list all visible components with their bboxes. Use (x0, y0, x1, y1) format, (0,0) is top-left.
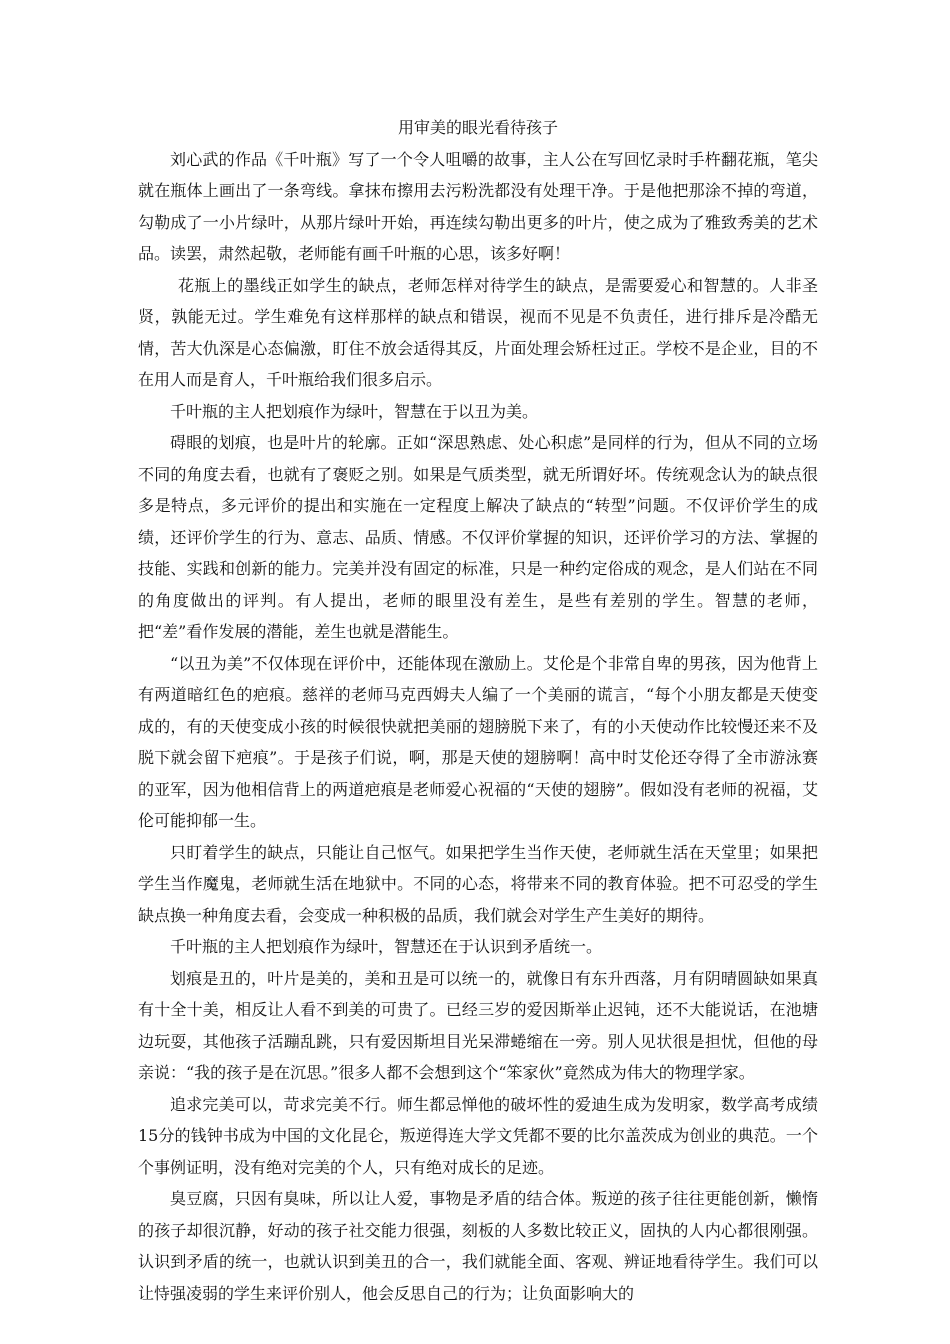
document-page (138, 112, 818, 1309)
paragraph-4: 碍眼的划痕，也是叶片的轮廓。正如“深思熟虑、处心积虑”是同样的行为，但从不同的立场不同的角度去看，也就有了褒贬之别。如果是气质类型，就无所谓好坏。传统观念认为的缺点很多是特点，多元评价的提出和实施在一定程度上解决了缺点的“转型”问题。不仅评价学生的成绩，还评价学生的行为、意志、品质、情感。不仅评价掌握的知识，还评价学习的方法、掌握的技能、实践和创新的能力。完美并没有固定的标准，只是一种约定俗成的观念，是人们站在不同的角度做出的评判。有人提出，老师的眼里没有差生，是些有差别的学生。智慧的老师，把“差”看作发展的潜能，差生也就是潜能生。 (138, 433, 818, 641)
paragraph-7: 千叶瓶的主人把划痕作为绿叶，智慧还在于认识到矛盾统一。 (170, 937, 603, 956)
paragraph-10: 臭豆腐，只因有臭味，所以让人爱，事物是矛盾的结合体。叛逆的孩子往往更能创新，懒惰的孩子却很沉静，好动的孩子社交能力很强，刻板的人多数比较正义，固执的人内心都很刚强。认识到矛盾的统一，也就认识到美丑的合一，我们就能全面、客观、辨证地看待学生。我们可以让恃强凌弱的学生来评价别人，他会反思自己的行为；让负面影响大的 (138, 1189, 818, 1303)
paragraph-3: 千叶瓶的主人把划痕作为绿叶，智慧在于以丑为美。 (170, 401, 539, 421)
paragraph-6: 只盯着学生的缺点，只能让自己怄气。如果把学生当作天使，老师就生活在天堂里；如果把学生当作魔鬼，老师就生活在地狱中。不同的心态，将带来不同的教育体验。把不可忍受的学生缺点换一种角度去看，会变成一种积极的品质，我们就会对学生产生美好的期待。 (138, 842, 818, 925)
paragraph-5: “以丑为美”不仅体现在评价中，还能体现在激励上。艾伦是个非常自卑的男孩，因为他背上有两道暗红色的疤痕。慈祥的老师马克西姆夫人编了一个美丽的谎言，“每个小朋友都是天使变成的，有的天使变成小孩的时候很快就把美丽的翅膀脱下来了，有的小天使动作比较慢还来不及脱下就会留下疤痕”。于是孩子们说，啊，那是天使的翅膀啊！高中时艾伦还夺得了全市游泳赛的亚军，因为他相信背上的两道疤痕是老师爱心祝福的“天使的翅膀”。假如没有老师的祝福，艾伦可能抑郁一生。 (138, 653, 818, 830)
document-title: 用审美的眼光看待孩子 (397, 118, 558, 137)
paragraph-2: 花瓶上的墨线正如学生的缺点，老师怎样对待学生的缺点，是需要爱心和智慧的。人非圣贤，孰能无过。学生难免有这样那样的缺点和错误，视而不见是不负责任，进行排斥是冷酷无情，苦大仇深是心态偏激，盯住不放会适得其反，片面处理会矫枉过正。学校不是企业，目的不在用人而是育人，千叶瓶给我们很多启示。 (138, 275, 818, 389)
paragraph-1: 刘心武的作品《千叶瓶》写了一个令人咀嚼的故事，主人公在写回忆录时手杵翻花瓶，笔尖就在瓶体上画出了一条弯线。拿抹布擦用去污粉洗都没有处理干净。于是他把那涂不掉的弯道，勾勒成了一小片绿叶，从那片绿叶开始，再连续勾勒出更多的叶片，使之成为了雅致秀美的艺术品。读罢，肃然起敬，老师能有画千叶瓶的心思，该多好啊！ (138, 149, 818, 263)
paragraph-8: 划痕是丑的，叶片是美的，美和丑是可以统一的，就像日有东升西落，月有阴晴圆缺如果真有十全十美，相反让人看不到美的可贵了。已经三岁的爱因斯举止迟钝，还不大能说话，在池塘边玩耍，其他孩子活蹦乱跳，只有爱因斯坦目光呆滞蜷缩在一旁。别人见状很是担忧，但他的母亲说：“我的孩子是在沉思。”很多人都不会想到这个“笨家伙”竟然成为伟大的物理学家。 (138, 968, 818, 1082)
paragraph-9: 追求完美可以，苛求完美不行。师生都忌惮他的破坏性的爱迪生成为发明家，数学高考成绩15分的钱钟书成为中国的文化昆仑，叛逆得连大学文凭都不要的比尔盖茨成为创业的典范。一个个事例证明，没有绝对完美的个人，只有绝对成长的足迹。 (138, 1094, 818, 1177)
